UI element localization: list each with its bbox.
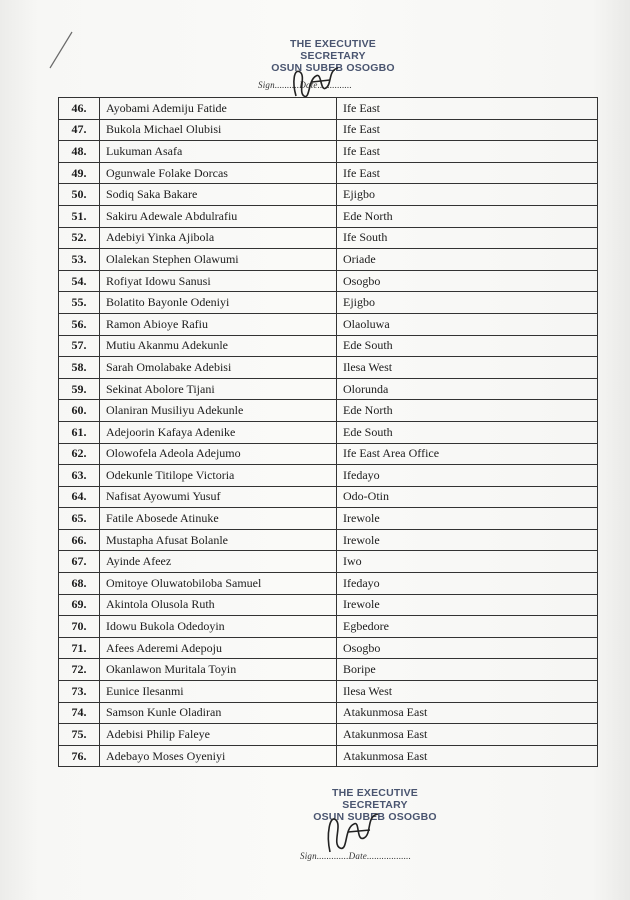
staff-name: Bukola Michael Olubisi — [100, 119, 337, 141]
row-number: 46. — [59, 98, 100, 120]
staff-name: Nafisat Ayowumi Yusuf — [100, 486, 337, 508]
staff-name: Adebayo Moses Oyeniyi — [100, 745, 337, 767]
row-number: 47. — [59, 119, 100, 141]
lga-cell: Osogbo — [337, 637, 598, 659]
table-row — [59, 141, 598, 163]
lga-cell: Ifedayo — [337, 573, 598, 595]
staff-name: Olaniran Musiliyu Adekunle — [100, 400, 337, 422]
staff-name: Idowu Bukola Odedoyin — [100, 616, 337, 638]
row-number: 49. — [59, 162, 100, 184]
staff-name: Okanlawon Muritala Toyin — [100, 659, 337, 681]
lga-cell: Boripe — [337, 659, 598, 681]
staff-name: Olowofela Adeola Adejumo — [100, 443, 337, 465]
lga-cell: Ejigbo — [337, 292, 598, 314]
table-row — [59, 702, 598, 724]
lga-cell: Ife East — [337, 162, 598, 184]
table-row — [59, 162, 598, 184]
table-row — [59, 357, 598, 379]
lga-cell: Atakunmosa East — [337, 745, 598, 767]
staff-name: Mustapha Afusat Bolanle — [100, 529, 337, 551]
staff-name: Adebisi Philip Faleye — [100, 724, 337, 746]
row-number: 64. — [59, 486, 100, 508]
row-number: 61. — [59, 421, 100, 443]
table-row — [59, 270, 598, 292]
table-row — [59, 205, 598, 227]
staff-name: Sakiru Adewale Abdulrafiu — [100, 205, 337, 227]
row-number: 66. — [59, 529, 100, 551]
row-number: 57. — [59, 335, 100, 357]
staff-name: Ramon Abioye Rafiu — [100, 313, 337, 335]
table-row — [59, 184, 598, 206]
row-number: 54. — [59, 270, 100, 292]
lga-cell: Egbedore — [337, 616, 598, 638]
row-number: 73. — [59, 681, 100, 703]
staff-name: Sekinat Abolore Tijani — [100, 378, 337, 400]
row-number: 65. — [59, 508, 100, 530]
table-row — [59, 529, 598, 551]
row-number: 76. — [59, 745, 100, 767]
lga-cell: Ede South — [337, 335, 598, 357]
table-row — [59, 249, 598, 271]
table-row — [59, 227, 598, 249]
date-label: Date — [348, 851, 367, 861]
staff-name: Bolatito Bayonle Odeniyi — [100, 292, 337, 314]
lga-cell: Ife East — [337, 98, 598, 120]
staff-name: Sarah Omolabake Adebisi — [100, 357, 337, 379]
lga-cell: Ifedayo — [337, 465, 598, 487]
table-row — [59, 508, 598, 530]
staff-table — [58, 97, 598, 767]
table-row — [59, 724, 598, 746]
staff-name: Lukuman Asafa — [100, 141, 337, 163]
row-number: 63. — [59, 465, 100, 487]
lga-cell: Ede South — [337, 421, 598, 443]
row-number: 52. — [59, 227, 100, 249]
lga-cell: Ejigbo — [337, 184, 598, 206]
staff-name: Akintola Olusola Ruth — [100, 594, 337, 616]
sign-label: Sign — [300, 851, 317, 861]
stamp-line-2: OSUN SUBEB OSOGBO — [271, 62, 395, 74]
lga-cell: Atakunmosa East — [337, 724, 598, 746]
staff-name: Mutiu Akanmu Adekunle — [100, 335, 337, 357]
row-number: 68. — [59, 573, 100, 595]
table-row — [59, 421, 598, 443]
pen-mark — [42, 30, 82, 70]
lga-cell: Atakunmosa East — [337, 702, 598, 724]
staff-name: Omitoye Oluwatobiloba Samuel — [100, 573, 337, 595]
lga-cell: Ife South — [337, 227, 598, 249]
table-row — [59, 98, 598, 120]
staff-name: Afees Aderemi Adepoju — [100, 637, 337, 659]
lga-cell: Olorunda — [337, 378, 598, 400]
row-number: 58. — [59, 357, 100, 379]
lga-cell: Odo-Otin — [337, 486, 598, 508]
table-row — [59, 551, 598, 573]
staff-name: Ayinde Afeez — [100, 551, 337, 573]
row-number: 72. — [59, 659, 100, 681]
row-number: 53. — [59, 249, 100, 271]
row-number: 67. — [59, 551, 100, 573]
row-number: 59. — [59, 378, 100, 400]
stamp-line-1: THE EXECUTIVE SECRETARY — [331, 787, 419, 811]
lga-cell: Ede North — [337, 400, 598, 422]
row-number: 70. — [59, 616, 100, 638]
staff-name: Eunice Ilesanmi — [100, 681, 337, 703]
lga-cell: Olaoluwa — [337, 313, 598, 335]
table-row — [59, 465, 598, 487]
table-row — [59, 335, 598, 357]
lga-cell: Ilesa West — [337, 681, 598, 703]
table-row — [59, 637, 598, 659]
row-number: 60. — [59, 400, 100, 422]
staff-name: Odekunle Titilope Victoria — [100, 465, 337, 487]
lga-cell: Ife East — [337, 119, 598, 141]
table-row — [59, 378, 598, 400]
stamp-sign-date-line: Sign..........Date.............. — [258, 80, 352, 90]
staff-name: Fatile Abosede Atinuke — [100, 508, 337, 530]
staff-name: Adebiyi Yinka Ajibola — [100, 227, 337, 249]
sign-label: Sign — [258, 80, 275, 90]
row-number: 74. — [59, 702, 100, 724]
table-row — [59, 400, 598, 422]
row-number: 56. — [59, 313, 100, 335]
table-row — [59, 594, 598, 616]
row-number: 75. — [59, 724, 100, 746]
stamp-line-1: THE EXECUTIVE SECRETARY — [289, 38, 377, 62]
date-label: Date — [299, 80, 318, 90]
table-row — [59, 681, 598, 703]
table-row — [59, 443, 598, 465]
staff-name: Samson Kunle Oladiran — [100, 702, 337, 724]
lga-cell: Ede North — [337, 205, 598, 227]
staff-name: Olalekan Stephen Olawumi — [100, 249, 337, 271]
row-number: 62. — [59, 443, 100, 465]
lga-cell: Ilesa West — [337, 357, 598, 379]
table-row — [59, 573, 598, 595]
staff-name: Ogunwale Folake Dorcas — [100, 162, 337, 184]
row-number: 51. — [59, 205, 100, 227]
staff-name: Adejoorin Kafaya Adenike — [100, 421, 337, 443]
lga-cell: Irewole — [337, 508, 598, 530]
table-row — [59, 486, 598, 508]
table-row — [59, 292, 598, 314]
row-number: 55. — [59, 292, 100, 314]
table-row — [59, 745, 598, 767]
lga-cell: Oriade — [337, 249, 598, 271]
staff-name: Rofiyat Idowu Sanusi — [100, 270, 337, 292]
signature-bottom — [318, 808, 388, 858]
table-row — [59, 313, 598, 335]
row-number: 69. — [59, 594, 100, 616]
lga-cell: Ife East — [337, 141, 598, 163]
lga-cell: Irewole — [337, 529, 598, 551]
row-number: 50. — [59, 184, 100, 206]
table-row — [59, 616, 598, 638]
table-row — [59, 119, 598, 141]
row-number: 71. — [59, 637, 100, 659]
lga-cell: Irewole — [337, 594, 598, 616]
lga-cell: Iwo — [337, 551, 598, 573]
stamp-line-2: OSUN SUBEB OSOGBO — [313, 811, 437, 823]
row-number: 48. — [59, 141, 100, 163]
lga-cell: Osogbo — [337, 270, 598, 292]
stamp-sign-date-line: Sign.............Date.................. — [300, 851, 412, 861]
staff-name: Ayobami Ademiju Fatide — [100, 98, 337, 120]
lga-cell: Ife East Area Office — [337, 443, 598, 465]
staff-name: Sodiq Saka Bakare — [100, 184, 337, 206]
table-row — [59, 659, 598, 681]
